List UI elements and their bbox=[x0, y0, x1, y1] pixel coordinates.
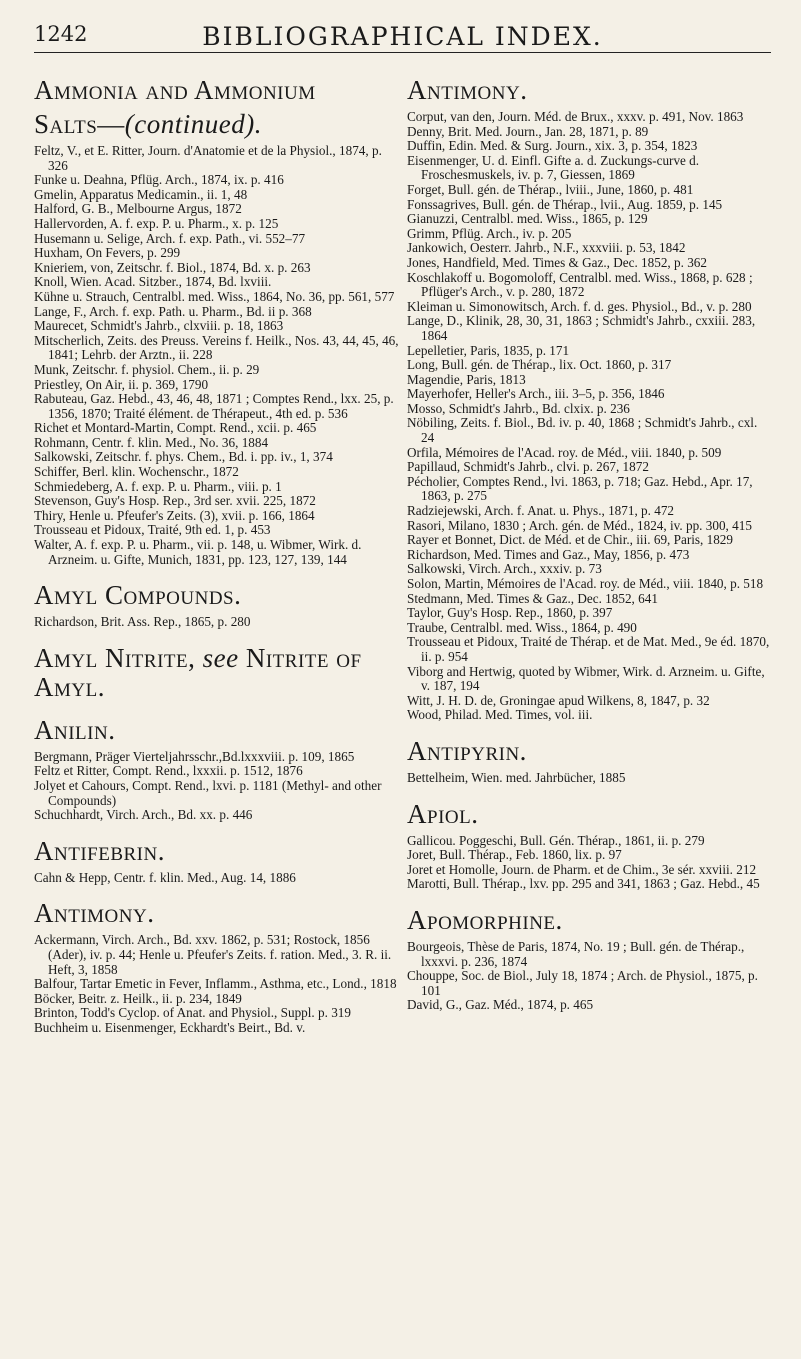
right-column bbox=[407, 76, 772, 1013]
bibliography-entry: Ackermann, Virch. Arch., Bd. xxv. 1862, p. 531; Rostock, 1856 (Ader), iv. p. 44; Henle u. Pfeufer's Zeits. f. ration. Med., 3. R. ii. Heft, 3, 1858 bbox=[34, 932, 392, 977]
bibliography-entry: Bergmann, Präger Vierteljahrsschr.,Bd.lxxxviii. p. 109, 1865 bbox=[34, 748, 355, 764]
bibliography-entry: Jones, Handfield, Med. Times & Gaz., Dec. 1852, p. 362 bbox=[407, 254, 707, 270]
bibliography-entry: Buchheim u. Eisenmenger, Eckhardt's Beirt., Bd. v. bbox=[34, 1019, 306, 1035]
section-heading-continued: Salts—(continued). bbox=[34, 109, 262, 139]
bibliography-entry: Richardson, Brit. Ass. Rep., 1865, p. 280 bbox=[34, 614, 251, 630]
bibliography-entry: Duffin, Edin. Med. & Surg. Journ., xix. 3, p. 354, 1823 bbox=[407, 138, 698, 154]
bibliography-entry: Schmiedeberg, A. f. exp. P. u. Pharm., viii. p. 1 bbox=[34, 478, 282, 494]
section-heading: Antimony. bbox=[34, 898, 155, 929]
bibliography-entry: Munk, Zeitschr. f. physiol. Chem., ii. p. 29 bbox=[34, 361, 260, 377]
bibliography-entry: Lange, F., Arch. f. exp. Path. u. Pharm., Bd. ii p. 368 bbox=[34, 303, 312, 319]
bibliography-entry: Salkowski, Zeitschr. f. phys. Chem., Bd. i. pp. iv., 1, 374 bbox=[34, 449, 333, 465]
section-heading: Antifebrin. bbox=[34, 835, 165, 866]
section-heading: Amyl Compounds. bbox=[34, 580, 242, 611]
bibliography-entry: Stevenson, Guy's Hosp. Rep., 3rd ser. xvii. 225, 1872 bbox=[34, 493, 316, 509]
see-reference: see bbox=[202, 642, 239, 673]
bibliography-entry: Jankowich, Oesterr. Jahrb., N.F., xxxviii. p. 53, 1842 bbox=[407, 240, 686, 256]
bibliography-entry: Magendie, Paris, 1813 bbox=[407, 371, 526, 387]
page-number: 1242 bbox=[34, 22, 88, 46]
bibliography-entry: Mitscherlich, Zeits. des Preuss. Vereins f. Heilk., Nos. 43, 44, 45, 46, 1841; Lehrb. der Arztn., ii. 228 bbox=[34, 332, 399, 363]
bibliography-entry: Cahn & Hepp, Centr. f. klin. Med., Aug. 14, 1886 bbox=[34, 869, 296, 885]
bibliography-entry: Funke u. Deahna, Pflüg. Arch., 1874, ix. p. 416 bbox=[34, 172, 284, 188]
bibliography-entry: Denny, Brit. Med. Journ., Jan. 28, 1871, p. 89 bbox=[407, 123, 649, 139]
page-header bbox=[34, 22, 771, 53]
bibliography-entry: Salkowski, Virch. Arch., xxxiv. p. 73 bbox=[407, 561, 602, 577]
bibliography-entry: Mayerhofer, Heller's Arch., iii. 3–5, p. 356, 1846 bbox=[407, 386, 665, 402]
bibliography-entry: Joret et Homolle, Journ. de Pharm. et de Chim., 3e sér. xxviii. 212 bbox=[407, 861, 757, 877]
section-heading: Apiol. bbox=[407, 798, 479, 829]
bibliography-entry: Chouppe, Soc. de Biol., July 18, 1874 ; Arch. de Physiol., 1875, p. 101 bbox=[407, 968, 758, 998]
bibliography-entry: Feltz, V., et E. Ritter, Journ. d'Anatomie et de la Physiol., 1874, p. 326 bbox=[34, 143, 382, 173]
bibliography-entry: Pécholier, Comptes Rend., lvi. 1863, p. 718; Gaz. Hebd., Apr. 17, 1863, p. 275 bbox=[407, 473, 753, 504]
bibliography-entry: Nöbiling, Zeits. f. Biol., Bd. iv. p. 40, 1868 ; Schmidt's Jahrb., cxl. 24 bbox=[407, 415, 758, 446]
bibliography-entry: Trousseau et Pidoux, Traité, 9th ed. 1, p. 453 bbox=[34, 522, 271, 538]
bibliography-entry: Stedmann, Med. Times & Gaz., Dec. 1852, 641 bbox=[407, 590, 658, 606]
bibliography-entry: Knieriem, von, Zeitschr. f. Biol., 1874, Bd. x. p. 263 bbox=[34, 259, 311, 275]
bibliography-entry: Forget, Bull. gén. de Thérap., lviii., June, 1860, p. 481 bbox=[407, 181, 694, 197]
bibliography-entry: Lepelletier, Paris, 1835, p. 171 bbox=[407, 342, 570, 358]
bibliography-entry: Rayer et Bonnet, Dict. de Méd. et de Chir., iii. 69, Paris, 1829 bbox=[407, 532, 733, 548]
section-heading: Ammonia and Ammonium bbox=[34, 75, 316, 105]
bibliography-entry: Grimm, Pflüg. Arch., iv. p. 205 bbox=[407, 225, 572, 241]
bibliography-entry: Viborg and Hertwig, quoted by Wibmer, Wirk. d. Arzneim. u. Gifte, v. 187, 194 bbox=[407, 663, 765, 694]
bibliography-entry: Marotti, Bull. Thérap., lxv. pp. 295 and 341, 1863 ; Gaz. Hebd., 45 bbox=[407, 876, 760, 892]
bibliography-entry: Balfour, Tartar Emetic in Fever, Inflamm., Asthma, etc., Lond., 1818 bbox=[34, 976, 397, 992]
bibliography-entry: Rasori, Milano, 1830 ; Arch. gén. de Méd., 1824, iv. pp. 300, 415 bbox=[407, 517, 752, 533]
bibliography-entry: Huxham, On Fevers, p. 299 bbox=[34, 245, 181, 261]
bibliography-entry: Long, Bull. gén. de Thérap., lix. Oct. 1860, p. 317 bbox=[407, 357, 672, 373]
bibliography-entry: Thiry, Henle u. Pfeufer's Zeits. (3), xvii. p. 166, 1864 bbox=[34, 507, 315, 523]
bibliography-entry: Richardson, Med. Times and Gaz., May, 1856, p. 473 bbox=[407, 546, 690, 562]
bibliography-entry: David, G., Gaz. Méd., 1874, p. 465 bbox=[407, 997, 594, 1013]
bibliography-entry: Papillaud, Schmidt's Jahrb., clvi. p. 267, 1872 bbox=[407, 459, 649, 475]
bibliography-entry: Halford, G. B., Melbourne Argus, 1872 bbox=[34, 201, 242, 217]
bibliography-entry: Fonssagrives, Bull. gén. de Thérap., lvii., Aug. 1859, p. 145 bbox=[407, 196, 723, 212]
bibliography-entry: Eisenmenger, U. d. Einfl. Gifte a. d. Zuckungs-curve d. Froschesmuskels, iv. p. 7, Giessen, 1869 bbox=[407, 152, 700, 183]
bibliography-entry: Knoll, Wien. Acad. Sitzber., 1874, Bd. lxviii. bbox=[34, 274, 272, 290]
bibliography-entry: Kleiman u. Simonowitsch, Arch. f. d. ges. Physiol., Bd., v. p. 280 bbox=[407, 298, 752, 314]
bibliography-entry: Corput, van den, Journ. Méd. de Brux., xxxv. p. 491, Nov. 1863 bbox=[407, 109, 744, 124]
bibliography-entry: Bourgeois, Thèse de Paris, 1874, No. 19 ; Bull. gén. de Thérap., lxxxvi. p. 236, 1874 bbox=[407, 938, 745, 969]
bibliography-entry: Maurecet, Schmidt's Jahrb., clxviii. p. 18, 1863 bbox=[34, 318, 284, 334]
section-heading: Apomorphine. bbox=[407, 904, 563, 935]
bibliography-entry: Taylor, Guy's Hosp. Rep., 1860, p. 397 bbox=[407, 605, 613, 621]
bibliography-entry: Rohmann, Centr. f. klin. Med., No. 36, 1884 bbox=[34, 434, 269, 450]
bibliography-entry: Gmelin, Apparatus Medicamin., ii. 1, 48 bbox=[34, 186, 248, 202]
bibliography-entry: Rabuteau, Gaz. Hebd., 43, 46, 48, 1871 ; Comptes Rend., lxx. 25, p. 1356, 1870; Traité élément. de Thérapeut., 4th ed. p. 536 bbox=[34, 391, 394, 421]
section-heading: Anilin. bbox=[34, 714, 116, 745]
bibliography-entry: Jolyet et Cahours, Compt. Rend., lxvi. p. 1181 (Methyl- and other Compounds) bbox=[34, 778, 382, 808]
bibliography-entry: Mosso, Schmidt's Jahrb., Bd. clxix. p. 236 bbox=[407, 400, 630, 416]
bibliography-entry: Schiffer, Berl. klin. Wochenschr., 1872 bbox=[34, 464, 239, 480]
bibliography-entry: Trousseau et Pidoux, Traité de Thérap. et de Mat. Med., 9e éd. 1870, ii. p. 954 bbox=[407, 634, 770, 664]
bibliography-entry: Witt, J. H. D. de, Groningae apud Wilkens, 8, 1847, p. 32 bbox=[407, 692, 710, 708]
left-column bbox=[34, 76, 404, 1036]
bibliography-entry: Gallicou. Poggeschi, Bull. Gén. Thérap., 1861, ii. p. 279 bbox=[407, 832, 705, 848]
bibliography-entry: Lange, D., Klinik, 28, 30, 31, 1863 ; Schmidt's Jahrb., cxxiii. 283, 1864 bbox=[407, 313, 756, 343]
bibliography-entry: Brinton, Todd's Cyclop. of Anat. and Physiol., Suppl. p. 319 bbox=[34, 1005, 351, 1021]
bibliography-entry: Gianuzzi, Centralbl. med. Wiss., 1865, p. 129 bbox=[407, 211, 648, 227]
bibliography-entry: Solon, Martin, Mémoires de l'Acad. roy. de Méd., viii. 1840, p. 518 bbox=[407, 576, 764, 591]
bibliography-entry: Wood, Philad. Med. Times, vol. iii. bbox=[407, 707, 593, 723]
bibliography-entry: Radziejewski, Arch. f. Anat. u. Phys., 1871, p. 472 bbox=[407, 503, 675, 519]
bibliography-entry: Orfila, Mémoires de l'Acad. roy. de Méd., viii. 1840, p. 509 bbox=[407, 444, 722, 460]
bibliography-entry: Bettelheim, Wien. med. Jahrbücher, 1885 bbox=[407, 769, 626, 785]
bibliography-entry: Koschlakoff u. Bogomoloff, Centralbl. med. Wiss., 1868, p. 628 ; Pflüger's Arch., v. p. 280, 1872 bbox=[407, 269, 753, 300]
bibliography-entry: Richet et Montard-Martin, Compt. Rend., xcii. p. 465 bbox=[34, 420, 317, 436]
bibliography-entry: Schuchhardt, Virch. Arch., Bd. xx. p. 446 bbox=[34, 807, 253, 823]
bibliography-entry: Walter, A. f. exp. P. u. Pharm., vii. p. 148, u. Wibmer, Wirk. d. Arzneim. u. Gifte, Munich, 1831, pp. 123, 127, 139, 144 bbox=[34, 537, 362, 567]
section-heading: Amyl Nitrite, see Nitrite of Amyl. bbox=[34, 642, 362, 702]
bibliography-entry: Priestley, On Air, ii. p. 369, 1790 bbox=[34, 376, 209, 392]
bibliography-entry: Joret, Bull. Thérap., Feb. 1860, lix. p. 97 bbox=[407, 847, 622, 863]
bibliography-entry: Husemann u. Selige, Arch. f. exp. Path., vi. 552–77 bbox=[34, 230, 306, 246]
page-title: BIBLIOGRAPHICAL INDEX. bbox=[202, 22, 603, 51]
bibliography-entry: Feltz et Ritter, Compt. Rend., lxxxii. p. 1512, 1876 bbox=[34, 763, 303, 779]
section-heading: Antipyrin. bbox=[407, 735, 527, 766]
bibliography-entry: Hallervorden, A. f. exp. P. u. Pharm., x. p. 125 bbox=[34, 215, 279, 231]
continued-label: (continued). bbox=[124, 109, 262, 139]
bibliography-entry: Böcker, Beitr. z. Heilk., ii. p. 234, 1849 bbox=[34, 990, 242, 1006]
bibliography-entry: Kühne u. Strauch, Centralbl. med. Wiss., 1864, No. 36, pp. 561, 577 bbox=[34, 288, 395, 304]
section-heading: Antimony. bbox=[407, 75, 528, 105]
bibliography-entry: Traube, Centralbl. med. Wiss., 1864, p. 490 bbox=[407, 619, 637, 635]
